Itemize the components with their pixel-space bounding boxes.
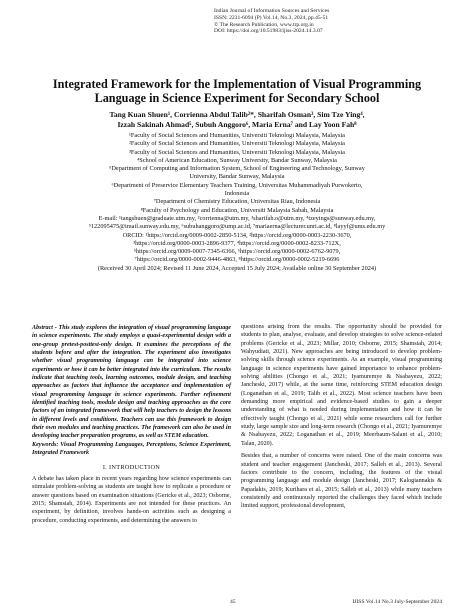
section-heading-introduction: I. INTRODUCTION [102,463,161,471]
page-number: 45 [230,599,236,605]
author-line-2: Izzah Sakinah Ahmad⁵, Subuh Anggoro⁶, Maria Erna⁷ and Lay Yoon Fah⁸ [117,120,357,129]
journal-doi[interactable]: DOI: https://doi.org/10.51983/ijiss-2024.14.3.07 [214,28,323,35]
footer-journal-ref: IJISS Vol.14 No.3 July-September 2024 [352,599,442,605]
author-list [30,110,444,130]
author-line-1: Tang Kuan Shuen¹, Corrienna Abdul Talib²*, Sharifah Osman³, Sim Tze Ying⁴, [109,110,365,119]
affiliation-line: Indonesia [224,190,250,198]
affiliation-line: ⁸Faculty of Psychology and Education, Universiti Malaysia Sabah, Malaysia [140,206,334,214]
orcid-line[interactable]: ⁵https://orcid.org/0009-0007-7345-6366, ⁶https://orcid.org/0000-0002-6762-9079, [133,248,341,256]
orcid-line[interactable]: ³https://orcid.org/0000-0003-2896-9377, ⁴https://orcid.org/0000-0002-8233-712X, [133,239,341,247]
intro-paragraph-1: A debate has taken place in recent years regarding how science experiments can stimulate problem-solving as students are taught how to replicate a procedure or answer questions based on examination situations (Gericke et al., 2023; Osborne, 2015; Shamsiah, 2014). Experiments are not intended for these practices. An experiment, by definition, involves hands-on activities such as designing a procedure, conducting experiments, and determining the answers to [32,475,231,524]
abstract [32,324,231,441]
intro-paragraph-3: Besides that, a number of concerns were raised. One of the main concerns was student and teacher engagement (Jancheski, 2017; Salleh et al., 2013). Several factors contribute to the concern, including, the features of the visual programming language and module design (Jancheski, 2017; Kalogiannakis & Papadakis, 2019; Kurihara et al., 2015; Salleh et al., 2013) while many teachers consistently and continuously reported the challenges they faced which include limited support, professional development, [241,453,442,510]
abstract-text: This study explores the integration of visual programming language in science experiments. The study employs a quasi-experimental design with a one-group pretest-posttest-only design. It examines the perceptions of the students before and after the integration. The experiment also investigates whether visual programming language can be integrated into science experiments or how it can be better integrated into the curriculum. The results indicate that teaching tools, learning outcomes, module design, and teaching approaches as factors that influence the acceptance and implementation of visual programming language in science experiments. Further refinement identified teaching tools, module design and teaching approaches as the core factors of an integrated framework that will help teachers to design the lessons in different levels and conditions. Teachers can use this framework to design their own modules and teaching practices. The framework can also be used in developing teacher preparation programs, as well as STEM education. [32,325,231,440]
journal-header [214,8,444,35]
affiliation-line: ⁷Department of Chemistry Education, Universitas Riau, Indonesia [153,198,321,206]
orcid-line[interactable]: ORCID: ¹https://orcid.org/0009-0002-2850-5134, ²https://orcid.org/0000-0003-2230-3670, [122,231,352,239]
received-dates: (Received 30 April 2024; Revised 11 June 2024, Accepted 15 July 2024; Available online 30 September 2024) [97,264,377,272]
email-line[interactable]: E-mail: ¹tangshuen@graduate.utm.my, ²corrienna@utm.my, ³sharifah.o@utm.my, ⁴tzeyings@sunway.edu.my, [98,214,376,222]
keywords-label: Keywords: [32,441,59,448]
affiliation-line: ³Faculty of Social Sciences and Humanities, Universiti Teknologi Malaysia, Malaysia [129,148,345,156]
journal-publisher: © The Research Publication, www.trp.org.in [214,21,314,28]
affiliation-line: ²Faculty of Social Sciences and Humanities, Universiti Teknologi Malaysia, Malaysia [129,140,345,148]
left-column [32,324,231,525]
keywords-text: Visual Programming Languages, Perceptions, Science Experiment, Integrated Framework [32,441,231,457]
paper-title: Integrated Framework for the Implementation of Visual Programming Language in Science Experiment for Secondary School [52,77,422,105]
abstract-label: Abstract - [32,325,57,331]
affiliations [30,132,444,273]
journal-name: Indian Journal of Information Sources and Services [214,8,330,14]
orcid-line[interactable]: ⁷https://orcid.org/0000-0002-9446-4863, ⁸https://orcid.org/0000-0002-5219-6696 [134,256,340,264]
right-column [241,323,442,511]
affiliation-line: University, Bandar Sunway, Malaysia [189,173,285,181]
affiliation-line: ⁵Department of Computing and Information System, School of Engineering and Technology, Sunway [109,165,365,173]
journal-issn: ISSN: 2231-6094 (P) Vol.14, No.3, 2024, pp.45-51 [214,14,329,21]
keywords [32,441,231,458]
affiliation-line: ¹Faculty of Social Sciences and Humanities, Universiti Teknologi Malaysia, Malaysia [129,132,345,139]
email-line[interactable]: ⁵122095475@imail.sunway.edu.my, ⁶subuhanggoro@ump.ac.id, ⁷mariaerna@lecturer.unri.ac.id, ⁸layyf@ums.edu.my [88,223,386,231]
affiliation-line: ⁶Department of Preservice Elementary Teachers Training, Universitas Muhammadiyah Purwokerto, [111,181,363,189]
intro-paragraph-2: questions arising from the results. The opportunity should be provided for students to plan, analyse, evaluate, and develop strategies to solve science-related problems (Gericke et al., 2023; Millar, 2010; Osborne, 2015; Shamsiah, 2014; Wahyudiati, 2021). New approaches are being introduced to develop problem-solving skills through science experiments. As an example, visual programming language in science experiments have gained importance to enhance problem-solving abilities (Chongo et al., 2021; Iyamuremye & Nsabayezu, 2022; Jancheski, 2017) while, at the same time, reinforcing STEM education design (Loganathan et al., 2019; Talib et al., 2022). Most science teachers have been demanding more empirical and evidence-based studies to gain a deeper understanding of what is needed during implementation and how it can be effectively taught (Chongo et al., 2021) while some researchers call for further study, large sample size and long-term research (Chongo et al., 2021; Iyamuremye & Nsabayezu, 2022; Loganathan et al., 2019; Meerbaum-Salant et al., 2010; Talan, 2020). [241,324,442,447]
affiliation-line: ⁴School of American Education, Sunway University, Bandar Sunway, Malaysia [137,156,337,164]
